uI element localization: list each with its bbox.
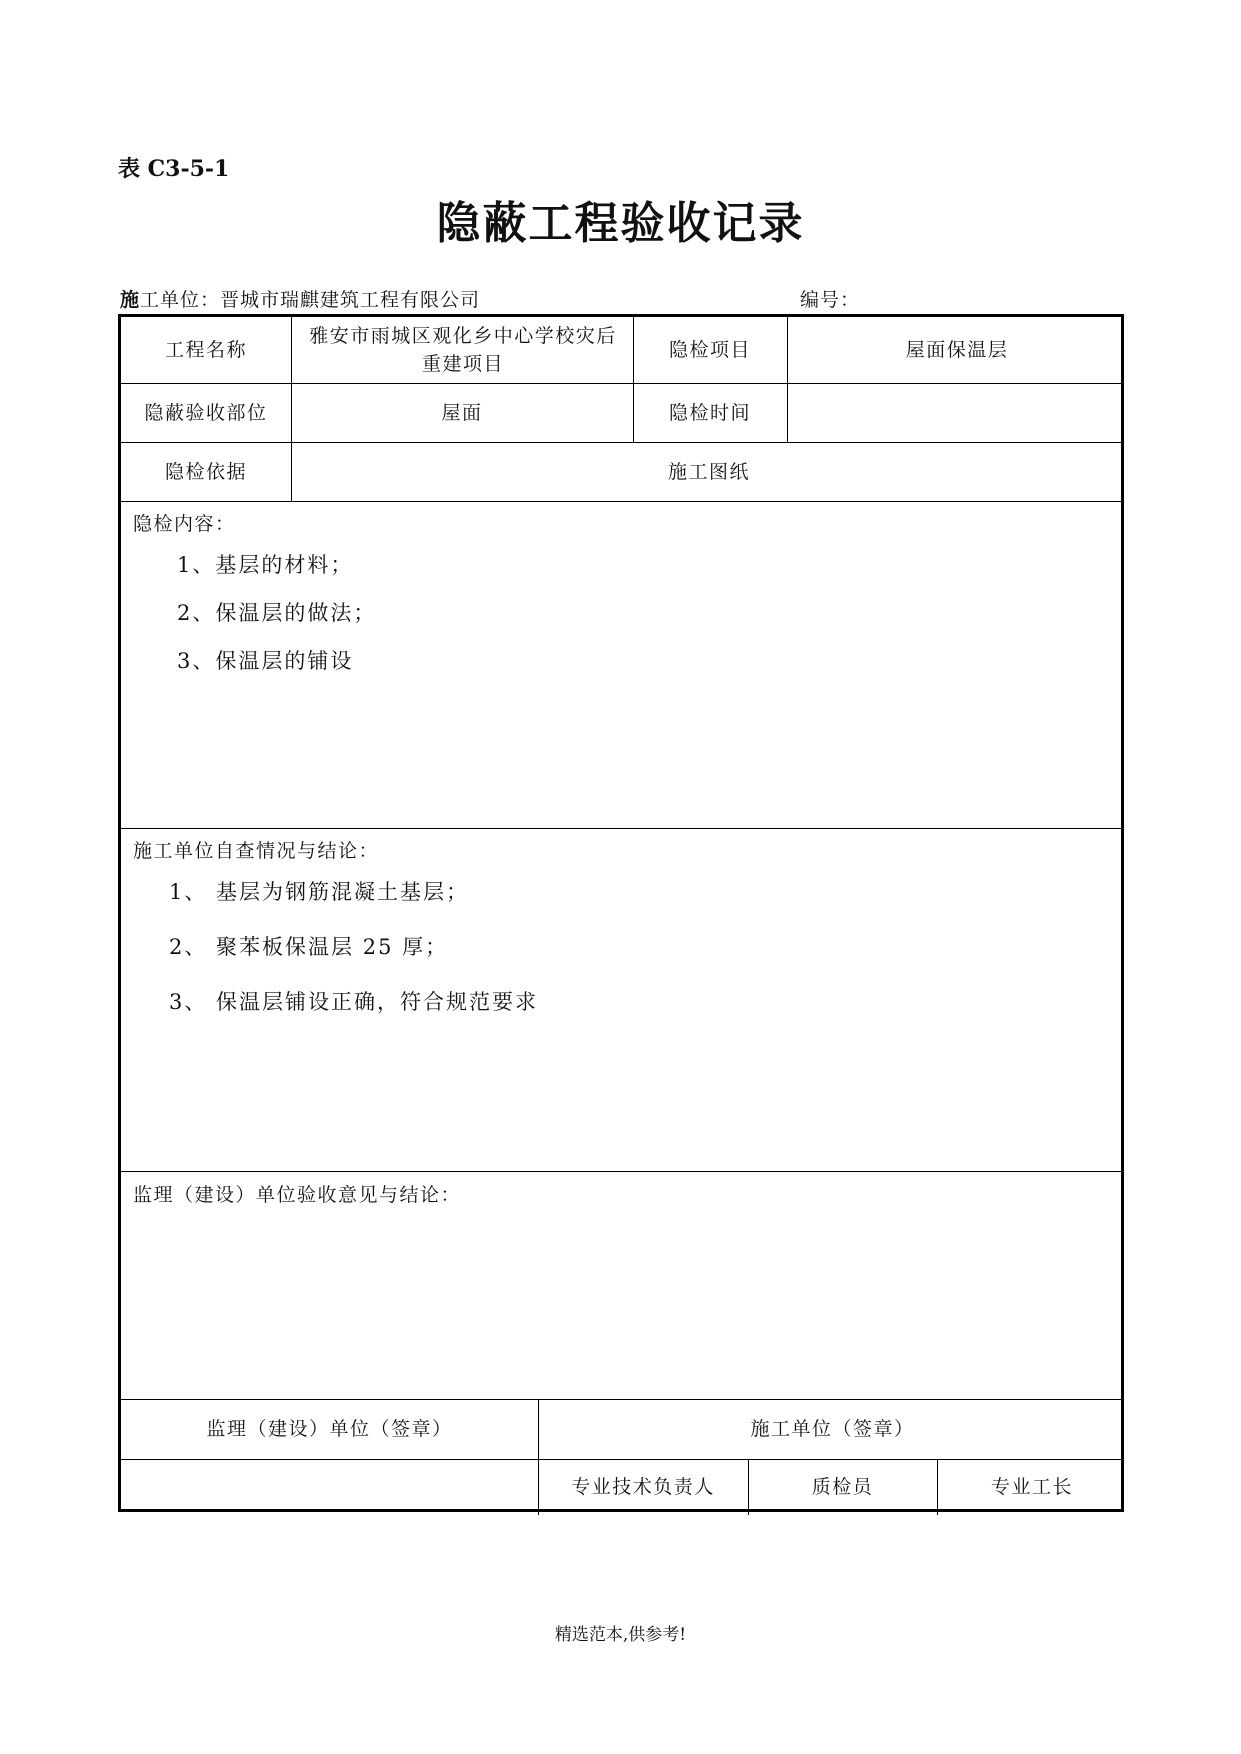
location-value: 屋面 xyxy=(441,401,483,424)
form-code: 表 C3-5-1 xyxy=(118,156,230,182)
footer-note: 精选范本,供参考! xyxy=(554,1625,687,1645)
project-name-value: 雅安市雨城区观化乡中心学校灾后重建项目 xyxy=(309,325,617,375)
row-divider xyxy=(121,828,1121,829)
self-check-item: 2、 聚苯板保温层 25 厚； xyxy=(169,935,449,959)
row-divider xyxy=(121,1171,1121,1172)
quality-inspector-label: 质检员 xyxy=(811,1476,874,1498)
row-divider xyxy=(121,501,1121,502)
inspection-content-item: 3、保温层的铺设 xyxy=(177,649,354,673)
supervision-opinion-title: 监理（建设）单位验收意见与结论： xyxy=(133,1184,462,1206)
inspection-content-title: 隐检内容： xyxy=(133,513,236,535)
supervision-unit-signature-label: 监理（建设）单位（签章） xyxy=(206,1418,453,1440)
project-name-label: 工程名称 xyxy=(164,339,247,361)
construction-unit-line xyxy=(120,285,480,312)
construction-unit-label-first-char: 施 xyxy=(120,289,141,311)
self-check-title: 施工单位自查情况与结论： xyxy=(133,840,380,862)
tech-lead-label: 专业技术负责人 xyxy=(571,1476,715,1498)
construction-unit-text: 工单位：晋城市瑞麒建筑工程有限公司 xyxy=(140,289,481,311)
inspect-time-label: 隐检时间 xyxy=(668,401,751,424)
inspection-content-item: 2、保温层的做法； xyxy=(177,601,377,625)
inspect-item-label: 隐检项目 xyxy=(668,339,751,361)
self-check-item: 3、 保温层铺设正确，符合规范要求 xyxy=(169,990,539,1014)
location-label: 隐蔽验收部位 xyxy=(144,401,268,424)
construction-unit-signature-label: 施工单位（签章） xyxy=(750,1418,915,1440)
serial-number-label: 编号： xyxy=(800,289,861,311)
inspection-content-item: 1、基层的材料； xyxy=(177,553,354,577)
inspect-time-value xyxy=(787,383,1127,442)
foreman-label: 专业工长 xyxy=(990,1476,1073,1498)
basis-value: 施工图纸 xyxy=(667,460,750,483)
basis-label: 隐检依据 xyxy=(164,460,247,483)
page-title: 隐蔽工程验收记录 xyxy=(436,198,805,249)
self-check-item: 1、 基层为钢筋混凝土基层； xyxy=(169,880,470,904)
inspect-item-value: 屋面保温层 xyxy=(905,339,1009,361)
inspection-form-table xyxy=(118,314,1124,1512)
